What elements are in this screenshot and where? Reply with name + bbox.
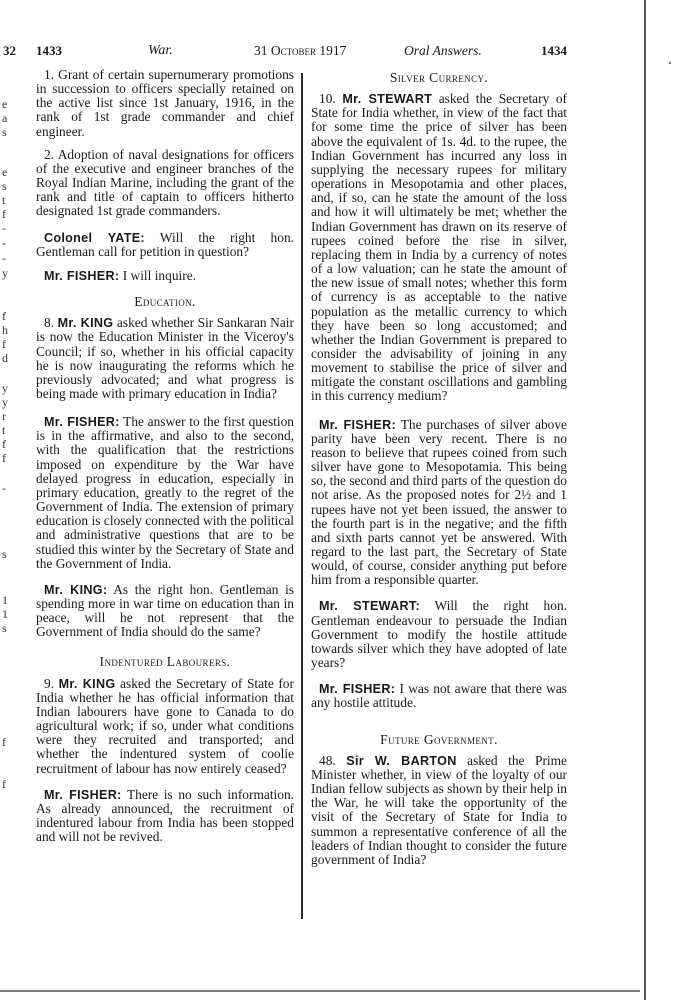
page-bottom-rule [0, 990, 640, 992]
bleed-character: f [2, 309, 6, 323]
section-heading-education: Education. [134, 294, 196, 310]
speech-text: I will inquire. [119, 267, 196, 283]
bleed-character: t [2, 193, 6, 207]
speaker-name: Mr. FISHER: [44, 415, 120, 430]
bleed-character: - [2, 251, 6, 265]
bleed-character: f [2, 735, 6, 749]
speaker-name: Mr. KING: [44, 582, 108, 597]
answer-8 [36, 415, 294, 571]
question-number: 9. [44, 675, 55, 691]
speaker-name: Mr. STEWART [342, 92, 433, 107]
section-heading-indentured-labourers: Indentured Labourers. [99, 654, 231, 670]
bleed-character: 1 [2, 607, 8, 621]
question-text: asked the Prime Minister whether, in view of the loyalty of our Indian fellow subjects as shown by their help in the War, he will take the opportunity of the visit of the Secretary of State for India to summon a representative conference of all the leaders of Indian thought to consider the future government of India? [311, 752, 567, 867]
speaker-name: Mr. KING [58, 676, 116, 691]
question-number: 8. [44, 315, 55, 331]
bleed-character: y [2, 266, 8, 280]
bleed-character: f [2, 777, 6, 791]
right-column [311, 68, 567, 876]
bleed-character: f [2, 337, 6, 351]
question-text: asked the Secretary of State for India whether, in view of the fact that for some time the price of silver has been above the equivalent of 1s. 4d. to the rupee, the Indian Government has incurred any loss in supplying the necessary rupees for military operations in Mesopotamia and other places, and, if so, can he state the amount of the loss and how it will ultimately be met; whether the Indian Government has drawn on its reserve of rupees coined before the rise in silver, replacing them in India by a currency of notes of a low valuation; can he state the amount of the new issue of small notes; whether this form of currency is as acceptable to the native population as the metallic currency to which they have been so long accustomed; and whether the Indian Government is prepared to consider the advisability of joining in any movement to stabilise the price of silver and mitigate the constant oscillations and gambling in this currency medium? [311, 91, 567, 404]
bleed-character: f [2, 437, 6, 451]
bleed-character: r [2, 409, 6, 423]
column-divider [301, 73, 303, 919]
speech-text: I was not aware that there was any hostile attitude. [311, 681, 567, 711]
page-edge-rule [644, 0, 646, 1000]
list-item: 2. Adoption of naval designations for officers of the executive and engineer branches of the Royal Indian Marine, including the grant of the rank and title of captain to officers hitherto designated 1st grade commanders. [36, 146, 294, 219]
bleed-character: s [2, 179, 7, 193]
speaker-name: Mr. KING [57, 316, 114, 331]
bleed-character: d [2, 351, 8, 365]
stray-mark: ‘ [668, 58, 672, 72]
speaker-name: Sir W. BARTON [346, 753, 457, 768]
bleed-character: h [2, 323, 8, 337]
speaker-name: Mr. FISHER: [319, 682, 396, 697]
bleed-character: e [2, 97, 8, 111]
answer-text: There is no such information. As already announced, the recruitment of indentured labour from India has been stopped and will not be revived. [36, 786, 295, 845]
left-section-title: War. [148, 43, 173, 58]
left-page-number: 1433 [36, 43, 62, 58]
question-10 [311, 92, 567, 403]
question-48 [311, 754, 567, 867]
bleed-character: - [2, 221, 6, 235]
bleed-character: f [2, 207, 6, 221]
question-8 [36, 316, 294, 401]
bleed-character: s [2, 621, 7, 635]
right-section-title: Oral Answers. [404, 43, 482, 58]
bleed-character: t [2, 423, 6, 437]
bleed-character: a [2, 111, 8, 125]
supplementary-king [36, 583, 294, 640]
question-text: asked whether Sir Sankaran Nair is now the Education Minister in the Viceroy's Council; if so, whether in his official capacity he is now inaugurating the reforms which he previously advocated; and what progress is being made with primary education in India? [36, 315, 294, 401]
answer-9 [36, 788, 294, 845]
section-heading-future-government: Future Government. [380, 731, 498, 747]
right-page-number: 1434 [541, 43, 567, 58]
question-number: 48. [319, 752, 336, 768]
bleed-character: - [2, 481, 6, 495]
speech-fisher [36, 269, 294, 283]
speaker-name: Mr. STEWART: [319, 599, 421, 614]
bleed-character: s [2, 547, 7, 561]
bleed-character: 1 [2, 593, 8, 607]
answer-text: The answer to the first question is in the affirmative, and also to the second, with the qualification that the restrictions imposed on expenditure by the War have delayed progress in education, especially in primary education, greatly to the regret of the Government of India. The extension of primary education is closely connected with the political and administrative questions that are to be studied this winter by the Secretary of State and the Government of India. [36, 414, 294, 571]
bleed-character: e [2, 165, 8, 179]
speech-text: Will the right hon. Gentleman call for petition in question? [36, 229, 294, 259]
speaker-name: Mr. FISHER: [319, 417, 396, 432]
speech-fisher-final [311, 682, 567, 710]
speaker-name: Mr. FISHER: [44, 787, 122, 802]
facing-page-bleed [0, 0, 14, 1000]
bleed-character: f [2, 451, 6, 465]
question-number: 10. [319, 91, 336, 107]
previous-page-number-fragment: 32 [3, 43, 16, 58]
answer-10 [311, 418, 567, 588]
question-text: asked the Secretary of State for India whether he has official information that Indian labourers have gone to Canada to do agricultural work; if so, under what conditions were they recruited and transported; and whether the indentured system of coolie recruitment of labour has now entirely ceased? [36, 675, 294, 776]
speaker-name: Mr. FISHER: [44, 268, 120, 283]
speech-text: As the right hon. Gentleman is spending more in war time on education than in peace, will he not represent that the Government of India should do the same? [36, 581, 294, 640]
bleed-character: y [2, 395, 8, 409]
speech-text: Will the right hon. Gentleman endeavour to persuade the Indian Government to modify the hostile attitude towards silver which they have adopted of late years? [311, 598, 567, 671]
supplementary-stewart [311, 599, 567, 670]
section-heading-silver-currency: Silver Currency. [389, 70, 489, 85]
answer-text: The purchases of silver above parity have been very recent. There is no reason to believe that rupees coined from such silver have gone to Mesopotamia. This being so, the second and third parts of the question do not arise. As the proposed notes for 2½ and 1 rupees have not yet been issued, the answer to the fourth part is in the negative; and the fifth and sixth parts cannot yet be answered. With regard to the last part, the Secretary of State would, of course, consider anything put before him from a responsible quarter. [311, 416, 567, 588]
speech-yate [36, 231, 294, 259]
left-column [36, 68, 294, 853]
bleed-character: s [2, 125, 7, 139]
question-9 [36, 677, 294, 776]
bleed-character: - [2, 236, 6, 250]
page-header [0, 43, 696, 65]
list-item: 1. Grant of certain supernumerary promotions in succession to officers specially retained on the active list since 1st January, 1916, in the rank of 1st grade commander and chief engineer. [36, 67, 294, 139]
bleed-character: y [2, 381, 8, 395]
speaker-name: Colonel YATE: [44, 230, 145, 245]
sitting-date: 31 October 1917 [254, 43, 347, 58]
